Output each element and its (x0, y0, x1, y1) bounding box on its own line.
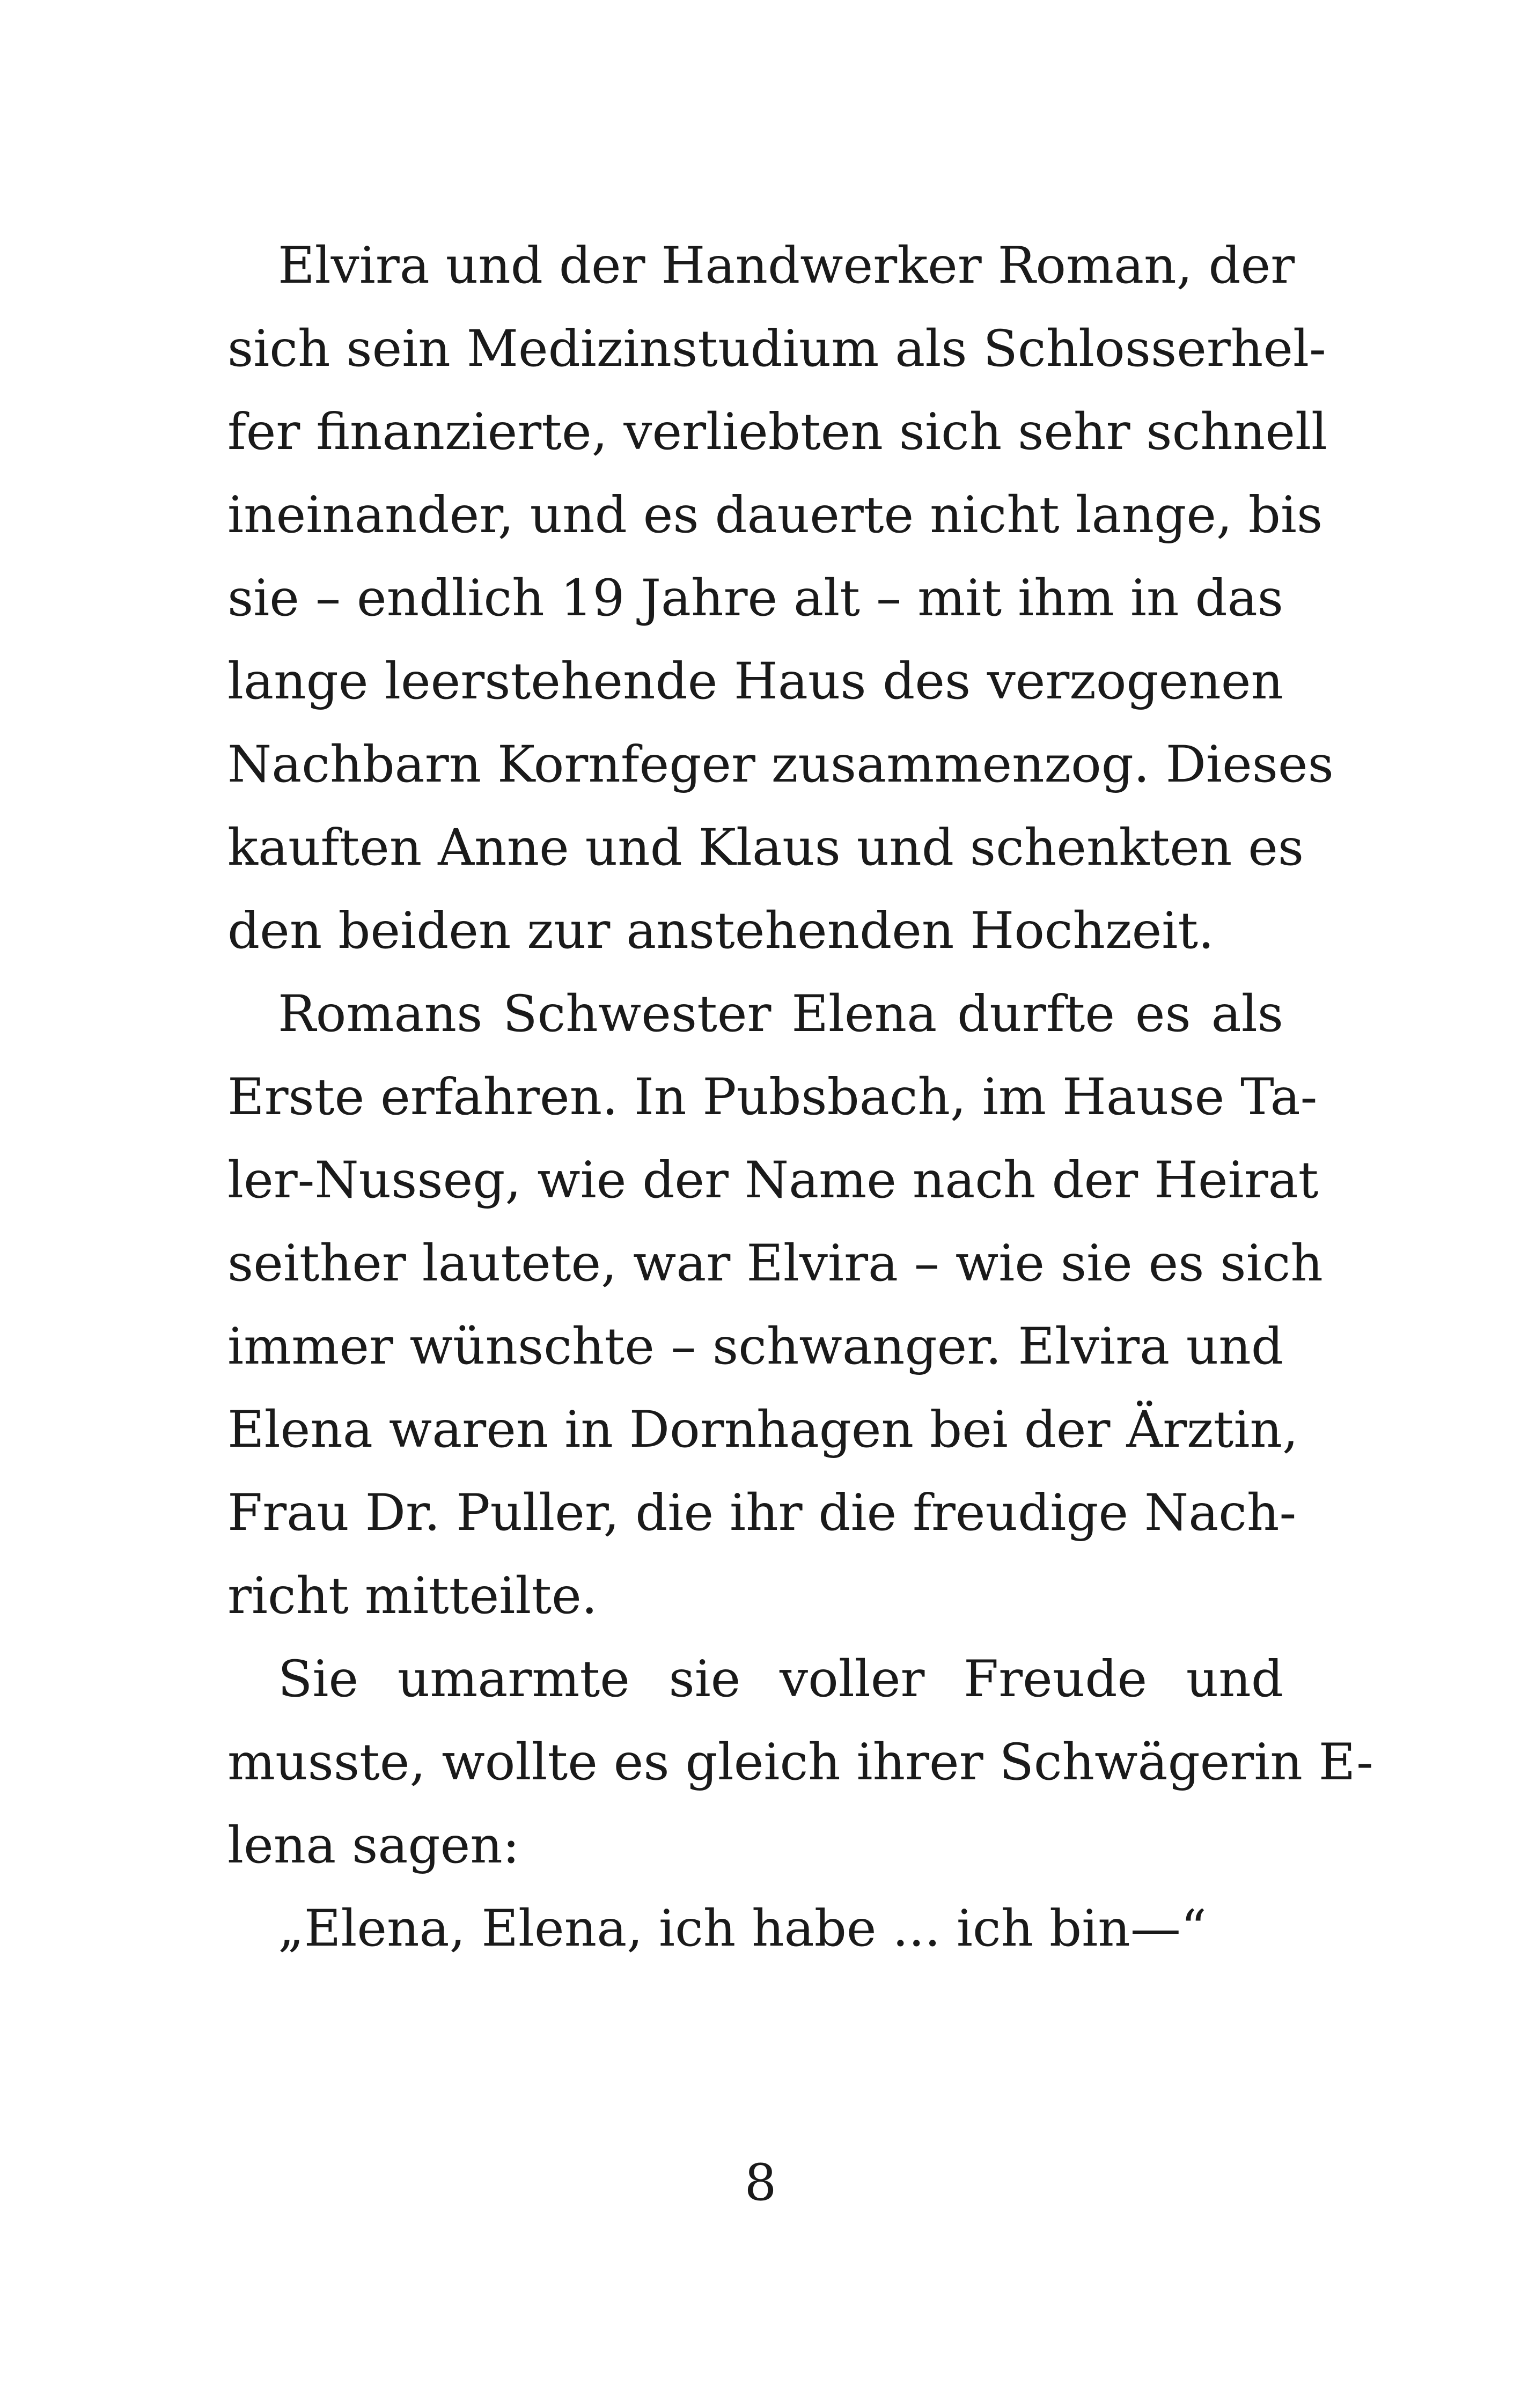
text-line: sich sein Medizinstudium als Schlosserhel- (227, 320, 1326, 378)
text-line: Sie umarmte sie voller Freude und (278, 1650, 1283, 1709)
text-line: Elena waren in Dornhagen bei der Ärztin, (227, 1401, 1298, 1459)
text-line: lena sagen: (227, 1816, 520, 1875)
page-body (227, 224, 1373, 1970)
paragraph-3 (227, 1638, 1373, 1887)
text-line: Frau Dr. Puller, die ihr die freudige Nach- (227, 1484, 1297, 1542)
text-line: ler-Nusseg, wie der Name nach der Heirat (227, 1151, 1319, 1210)
paragraph-1 (227, 224, 1334, 973)
text-line: ineinander, und es dauerte nicht lange, bis (227, 486, 1323, 544)
text-line: Nachbarn Kornfeger zusammenzog. Dieses (227, 735, 1334, 794)
paragraph-2 (227, 973, 1323, 1638)
text-line: Elvira und der Handwerker Roman, der (278, 237, 1295, 295)
text-line: „Elena, Elena, ich habe ... ich bin—“ (278, 1899, 1207, 1958)
text-line: immer wünschte – schwanger. Elvira und (227, 1317, 1283, 1376)
text-line: musste, wollte es gleich ihrer Schwägerin E- (227, 1733, 1373, 1792)
text-line: den beiden zur anstehenden Hochzeit. (227, 902, 1214, 960)
text-line: lange leerstehende Haus des verzogenen (227, 652, 1283, 711)
text-line: fer finanzierte, verliebten sich sehr schnell (227, 403, 1328, 461)
text-line: seither lautete, war Elvira – wie sie es sich (227, 1234, 1323, 1293)
paragraph-4 (227, 1887, 1283, 1970)
text-line: kauften Anne und Klaus und schenkten es (227, 819, 1304, 877)
text-line: richt mitteilte. (227, 1567, 598, 1625)
page-number: 8 (744, 2154, 777, 2212)
text-line: Romans Schwester Elena durfte es als (278, 985, 1283, 1043)
text-line: sie – endlich 19 Jahre alt – mit ihm in das (227, 569, 1283, 628)
text-line: Erste erfahren. In Pubsbach, im Hause Ta- (227, 1068, 1318, 1126)
